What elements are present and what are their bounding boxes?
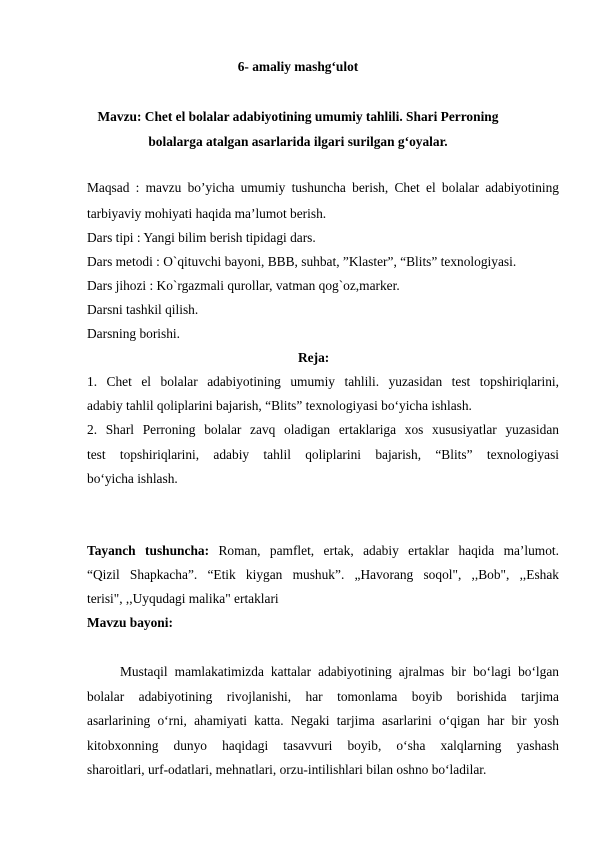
plan-item-2-line-1: 2. Sharl Perroning bolalar zavq oladigan ertaklariga xos xususiyatlar yuzasidan	[87, 422, 559, 437]
lesson-method: Dars metodi : O`qituvchi bayoni, BBB, suhbat, ”Klaster”, “Blits” texnologiyasi.	[87, 254, 517, 269]
page-title: 6- amaliy mashg‘ulot	[237, 59, 359, 74]
topic-line-2: bolalarga atalgan asarlarida ilgari surilgan g‘oyalar.	[148, 134, 448, 149]
key-concepts-line-1	[87, 543, 559, 559]
lesson-progress: Darsning borishi.	[87, 326, 180, 341]
key-concepts-line-3: terisi", ,,Uyqudagi malika" ertaklari	[87, 591, 279, 606]
key-concepts-label: Tayanch tushuncha:	[87, 543, 210, 558]
key-concepts-line-2: “Qizil Shapkacha”. “Etik kiygan mushuk”. „Havorang soqol", ,,Bob", ,,Eshak	[87, 567, 559, 582]
plan-item-2-line-2: test topshiriqlarini, adabiy tahlil qoliplarini bajarish, “Blits” texnologiyasi	[87, 447, 559, 462]
paragraph-line-3: asarlarining o‘rni, ahamiyati katta. Negaki tarjima asarlarini o‘qigan har bir yosh	[87, 713, 559, 728]
key-concepts-text: Roman, pamflet, ertak, adabiy ertaklar haqida ma’lumot.	[209, 543, 559, 558]
goal-line-2: tarbiyaviy mohiyati haqida ma’lumot berish.	[87, 206, 327, 221]
lesson-organization: Darsni tashkil qilish.	[87, 302, 199, 317]
paragraph-line-4: kitobxonning dunyo haqidagi tasavvuri boyib, o‘sha xalqlarning yashash	[87, 738, 559, 753]
plan-item-1-line-1: 1. Chet el bolalar adabiyotining umumiy tahlili. yuzasidan test topshiriqlarini,	[87, 374, 559, 389]
plan-item-1-line-2: adabiy tahlil qoliplarini bajarish, “Blits” texnologiyasi bo‘yicha ishlash.	[87, 398, 472, 413]
plan-item-2-line-3: bo‘yicha ishlash.	[87, 471, 178, 486]
paragraph-line-2: bolalar adabiyotining rivojlanishi, har tomonlama boyib borishida tarjima	[87, 689, 559, 704]
paragraph-line-1: Mustaqil mamlakatimizda kattalar adabiyotining ajralmas bir bo‘lagi bo‘lgan	[120, 664, 559, 679]
paragraph-line-5: sharoitlari, urf-odatlari, mehnatlari, orzu-intilishlari bilan oshno bo‘ladilar.	[87, 762, 487, 777]
topic-statement-heading: Mavzu bayoni:	[87, 615, 173, 630]
topic-line-1: Mavzu: Chet el bolalar adabiyotining umumiy tahlili. Shari Perroning	[97, 109, 499, 124]
lesson-equipment: Dars jihozi : Ko`rgazmali qurollar, vatman qog`oz,marker.	[87, 278, 400, 293]
lesson-type: Dars tipi : Yangi bilim berish tipidagi dars.	[87, 230, 316, 245]
goal-line-1: Maqsad : mavzu bo’yicha umumiy tushuncha berish, Chet el bolalar adabiyotining	[87, 180, 559, 195]
plan-heading: Reja:	[298, 350, 330, 365]
